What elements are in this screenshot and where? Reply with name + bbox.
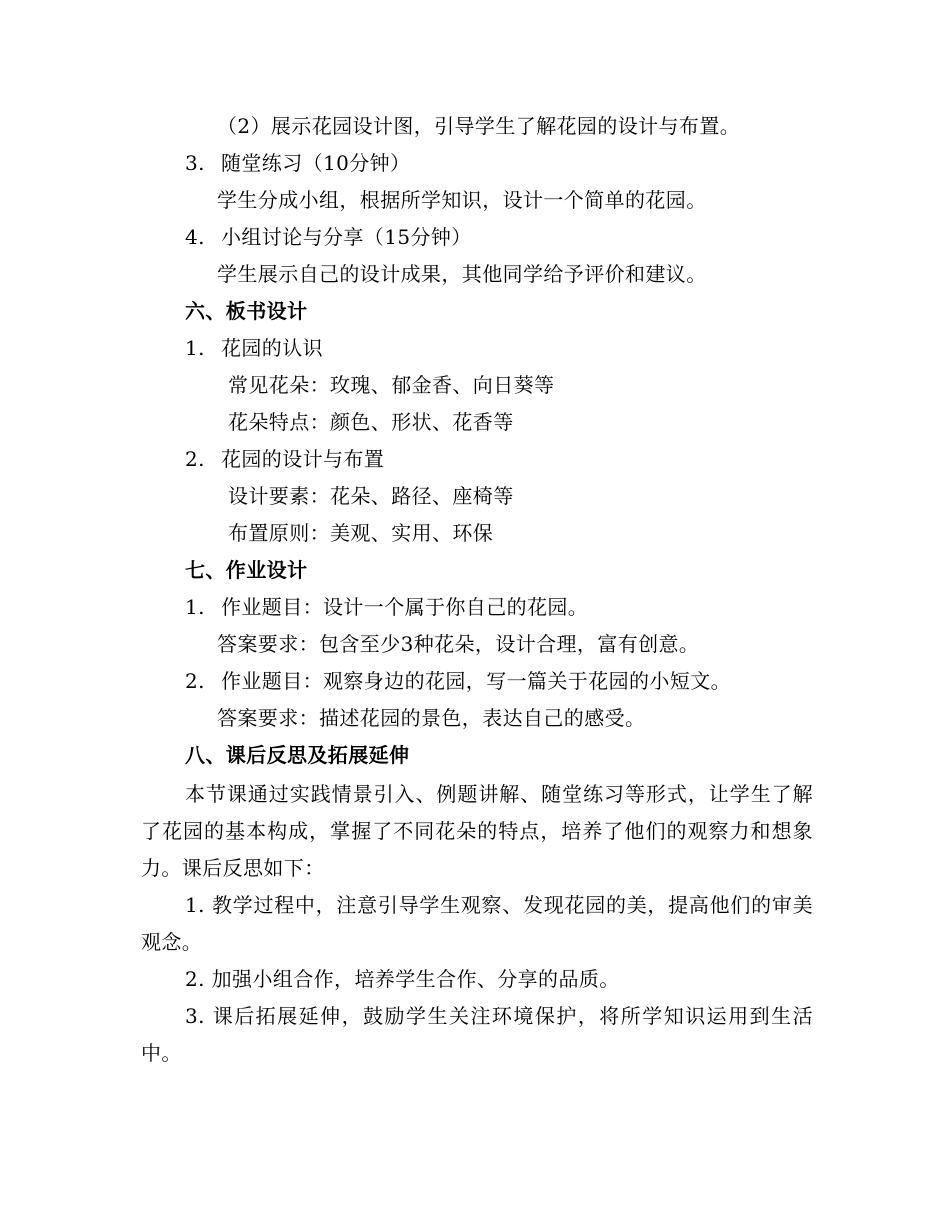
item-text: 作业题目：观察身边的花园，写一篇关于花园的小短文。: [221, 669, 731, 693]
item-3-detail: 学生分成小组，根据所学知识，设计一个简单的花园。: [217, 188, 707, 212]
item-number: 2.: [185, 447, 205, 471]
board-item-2: [185, 446, 384, 472]
section-heading-reflection: 八、课后反思及拓展延伸: [185, 743, 410, 767]
item-4-detail: 学生展示自己的设计成果，其他同学给予评价和建议。: [217, 262, 707, 286]
item-text: 花园的设计与布置: [221, 447, 385, 471]
item-4: [185, 224, 472, 250]
board-item-1: [185, 335, 323, 361]
item-text: 小组讨论与分享（15分钟）: [221, 225, 472, 249]
board-subitem: 常见花朵：玫瑰、郁金香、向日葵等: [228, 373, 555, 397]
board-subitem: 花朵特点：颜色、形状、花香等: [228, 410, 514, 434]
item-number: 1.: [185, 595, 205, 619]
section-heading-blackboard: 六、板书设计: [185, 299, 308, 323]
item-3: [185, 150, 410, 176]
item-number: 4.: [185, 225, 205, 249]
board-subitem: 布置原则：美观、实用、环保: [228, 521, 494, 545]
homework-answer: 答案要求：包含至少3种花朵，设计合理，富有创意。: [217, 632, 700, 656]
board-subitem: 设计要素：花朵、路径、座椅等: [228, 484, 514, 508]
step-2-text: （2）展示花园设计图，引导学生了解花园的设计与布置。: [217, 114, 741, 138]
item-number: 1.: [185, 336, 205, 360]
reflection-point-2: 2. 加强小组合作，培养学生合作、分享的品质。: [185, 967, 620, 991]
homework-item-1: [185, 594, 588, 620]
item-number: 2.: [185, 669, 205, 693]
item-text: 作业题目：设计一个属于你自己的花园。: [221, 595, 589, 619]
homework-item-2: [185, 668, 731, 694]
homework-answer: 答案要求：描述花园的景色，表达自己的感受。: [217, 706, 646, 730]
section-heading-homework: 七、作业设计: [185, 558, 308, 582]
item-text: 花园的认识: [221, 336, 323, 360]
reflection-point-3: 3. 课后拓展延伸，鼓励学生关注环境保护，将所学知识运用到生活中。: [141, 1004, 813, 1065]
item-number: 3.: [185, 151, 205, 175]
item-text: 随堂练习（10分钟）: [221, 151, 411, 175]
reflection-point-1: 1. 教学过程中，注意引导学生观察、发现花园的美，提高他们的审美观念。: [141, 893, 813, 954]
reflection-paragraph: 本节课通过实践情景引入、例题讲解、随堂练习等形式，让学生了解了花园的基本构成，掌握了不同花朵的特点，培养了他们的观察力和想象力。课后反思如下：: [141, 782, 813, 880]
